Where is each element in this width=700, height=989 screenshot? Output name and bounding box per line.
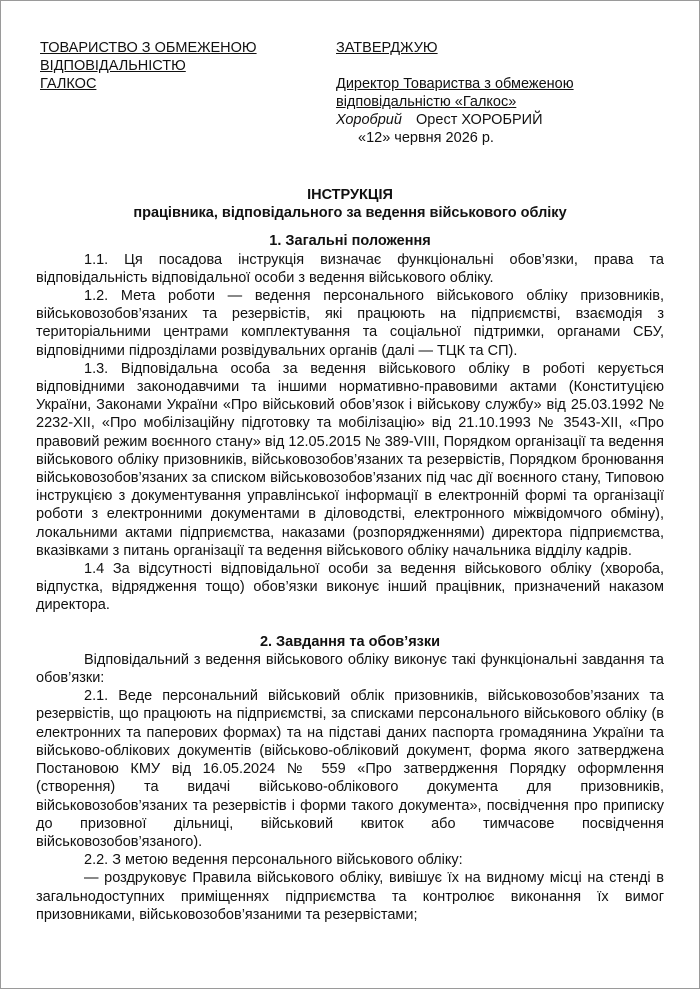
doc-title: ІНСТРУКЦІЯ <box>307 187 393 203</box>
section-2-paragraph: Відповідальний з ведення військового обліку виконує такі функціональні завдання та обов’язки: <box>36 651 664 687</box>
section-1-heading: 1. Загальні положення <box>269 233 431 250</box>
approve-label: ЗАТВЕРДЖУЮ <box>336 40 438 56</box>
director-position-1: Директор Товариства з обмеженою <box>336 76 574 92</box>
director-position-2: відповідальністю «Галкос» <box>336 94 517 110</box>
approval-spacer <box>336 57 666 75</box>
signature-row <box>336 111 666 129</box>
company-line-2: ВІДПОВІДАЛЬНІСТЮ <box>40 58 186 74</box>
approval-block <box>336 39 666 147</box>
doc-subtitle: працівника, відповідального за ведення військового обліку <box>133 205 567 222</box>
company-line-3: ГАЛКОС <box>40 76 97 92</box>
signature: Хоробрий <box>336 112 402 128</box>
section-2-paragraph: 2.1. Веде персональний військовий облік призовників, військовозобов’язаних та резервістів, що працюють на підприємстві, за списками персонального військового обліку (в електронних та паперових формах) та на підставі даних паспорта громадянина України та військово-облікових документів (військово-обліковий документ, форма якого затверджена Постановою КМУ від 16.05.2024 № 559 «Про затвердження Порядку оформлення (створення) та видачі військово-облікового документа для призовників, військовозобов’язаних та резервістів і форми такого документа», посвідчення про приписку до призовної дільниці, військовий квиток або тимчасове посвідчення військовозобов’язаного). <box>36 688 664 850</box>
section-1-paragraph: 1.1. Ця посадова інструкція визначає функціональні обов’язки, права та відповідальність відповідальної особи з ведення військового обліку. <box>36 251 664 286</box>
section-2-paragraph: 2.2. З метою ведення персонального військового обліку: <box>84 852 463 869</box>
section-2-paragraph: — роздруковує Правила військового обліку, вивішує їх на видному місці на стенді в загальнодоступних приміщеннях підприємства та контролює виконання їх вимог призовниками, військовозобов’язаними та резервістами; <box>36 870 664 923</box>
section-1-paragraph: 1.3. Відповідальна особа за ведення військового обліку в роботі керується відповідними законодавчими та іншими нормативно-правовими актами (Конституцією України, Законами України «Про військовий обов’язок і військову службу» від 25.03.1992 № 2232-XII, «Про мобілізаційну підготовку та мобілізацію» від 21.10.1993 № 3543-XII, «Про правовий режим воєнного стану» від 12.05.2015 № 389-VIII, Порядком організації та ведення військового обліку призовників, військовозобов’язаних та резервістів, Порядком бронювання військовозобов’язаних за списком військовозобов’язаних під час дії воєнного стану, Типовою інструкцією з документування управлінської інформації в електронній формі та організації роботи з електронними документами в діловодстві, електронного міжвідомчого обміну), локальними актами підприємства, наказами (розпорядженнями) директора підприємства, вказівками з питань організації та ведення військового обліку начальника відділу кадрів. <box>36 360 664 559</box>
company-line-1: ТОВАРИСТВО З ОБМЕЖЕНОЮ <box>40 40 257 56</box>
section-1-paragraph: 1.4 За відсутності відповідальної особи за ведення військового обліку (хвороба, відпустка, відрядження тощо) обов’язки виконує інший працівник, призначений наказом директора. <box>36 561 664 614</box>
section-1-paragraph: 1.2. Мета роботи — ведення персонального військового обліку призовників, військовозобов’язаних та резервістів, які працюють на підприємстві, взаємодія з територіальними центрами комплектування та соціальної підтримки, органами СБУ, відповідними підрозділами розвідувальних органів (далі — ТЦК та СП). <box>36 288 664 359</box>
spacer <box>36 222 664 232</box>
approval-date: «12» червня 2026 р. <box>358 130 494 146</box>
company-block <box>40 39 300 93</box>
director-name: Орест ХОРОБРИЙ <box>416 112 543 128</box>
document-body <box>36 186 664 924</box>
spacer <box>36 615 664 633</box>
section-2-heading: 2. Завдання та обов’язки <box>259 633 441 650</box>
